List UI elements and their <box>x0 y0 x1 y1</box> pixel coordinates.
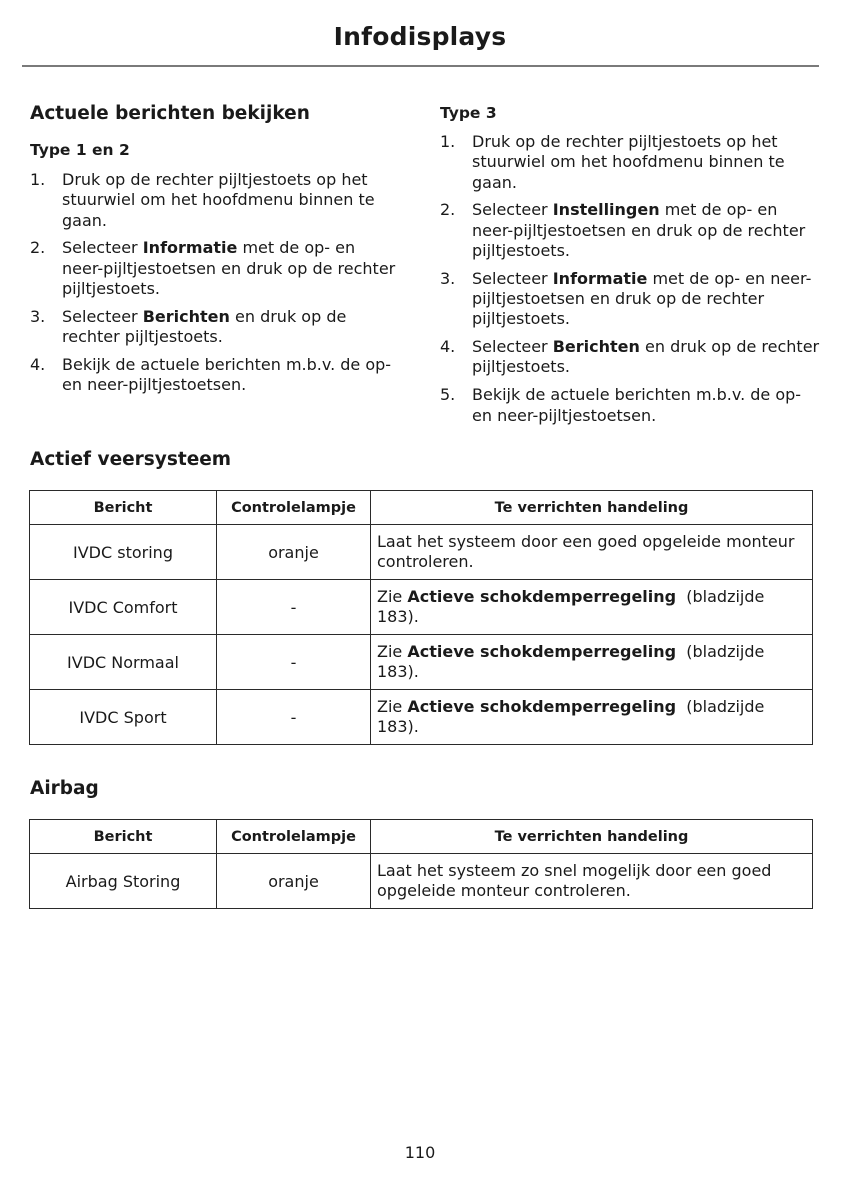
cell-bericht: IVDC Sport <box>30 690 217 745</box>
cell-handeling: Laat het systeem zo snel mogelijk door een goed opgeleide monteur controleren. <box>371 854 813 909</box>
cell-bericht: IVDC Normaal <box>30 635 217 690</box>
page-title: Infodisplays <box>333 22 507 51</box>
cell-lamp: - <box>217 690 371 745</box>
cell-lamp: oranje <box>217 525 371 580</box>
table-row <box>30 635 813 690</box>
column-header-handeling: Te verrichten handeling <box>371 491 813 525</box>
list-item: 4. Selecteer Berichten en druk op de rechter pijltjestoets. <box>440 337 820 377</box>
cell-lamp: - <box>217 580 371 635</box>
list-item: 2. Selecteer Instellingen met de op- en neer-pijltjestoetsen en druk op de rechter pijltjestoets. <box>440 200 806 260</box>
table-header-row <box>30 820 813 854</box>
column-header-controlelampje: Controlelampje <box>217 820 371 854</box>
subheading-type-1-2: Type 1 en 2 <box>30 141 130 159</box>
column-header-bericht: Bericht <box>30 491 217 525</box>
cell-bericht: IVDC Comfort <box>30 580 217 635</box>
list-item: 1. Druk op de rechter pijltjestoets op het stuurwiel om het hoofdmenu binnen te gaan. <box>30 170 375 230</box>
table-row <box>30 854 813 909</box>
cell-bericht: Airbag Storing <box>30 854 217 909</box>
cell-bericht: IVDC storing <box>30 525 217 580</box>
list-item: 2. Selecteer Informatie met de op- en neer-pijltjestoetsen en druk op de rechter pijltjestoets. <box>30 238 396 298</box>
list-item: 3. Selecteer Berichten en druk op de rechter pijltjestoets. <box>30 306 347 347</box>
steps-list-type-3 <box>440 132 820 426</box>
right-column <box>440 103 820 433</box>
left-column <box>30 103 400 403</box>
list-item: 5. Bekijk de actuele berichten m.b.v. de op- en neer-pijltjestoetsen. <box>440 385 802 425</box>
cell-handeling: Zie Actieve schokdemperregeling (bladzijde 183). <box>371 690 813 745</box>
steps-list-type-1-2 <box>30 170 400 395</box>
cell-handeling: Zie Actieve schokdemperregeling (bladzijde 183). <box>371 635 813 690</box>
title-divider <box>22 65 819 67</box>
column-header-controlelampje: Controlelampje <box>217 491 371 525</box>
table-row <box>30 690 813 745</box>
subheading-type-3: Type 3 <box>440 104 497 122</box>
section-heading-airbag: Airbag <box>30 778 99 799</box>
column-header-bericht: Bericht <box>30 820 217 854</box>
table-actief-veersysteem <box>29 490 813 745</box>
section-heading-actief-veersysteem: Actief veersysteem <box>30 449 232 470</box>
cell-lamp: - <box>217 635 371 690</box>
section-heading-actuele-berichten: Actuele berichten bekijken <box>30 103 310 124</box>
cell-handeling: Laat het systeem door een goed opgeleide monteur controleren. <box>371 525 813 580</box>
table-header-row <box>30 491 813 525</box>
cell-handeling: Zie Actieve schokdemperregeling (bladzijde 183). <box>371 580 813 635</box>
list-item: 1. Druk op de rechter pijltjestoets op het stuurwiel om het hoofdmenu binnen te gaan. <box>440 132 785 192</box>
table-airbag <box>29 819 813 909</box>
list-item: 3. Selecteer Informatie met de op- en neer-pijltjestoetsen en druk op de rechter pijltjestoets. <box>440 268 812 329</box>
cell-lamp: oranje <box>217 854 371 909</box>
column-header-handeling: Te verrichten handeling <box>371 820 813 854</box>
table-row <box>30 525 813 580</box>
list-item: 4. Bekijk de actuele berichten m.b.v. de op- en neer-pijltjestoetsen. <box>30 354 392 395</box>
table-row <box>30 580 813 635</box>
page-number: 110 <box>404 1143 436 1162</box>
